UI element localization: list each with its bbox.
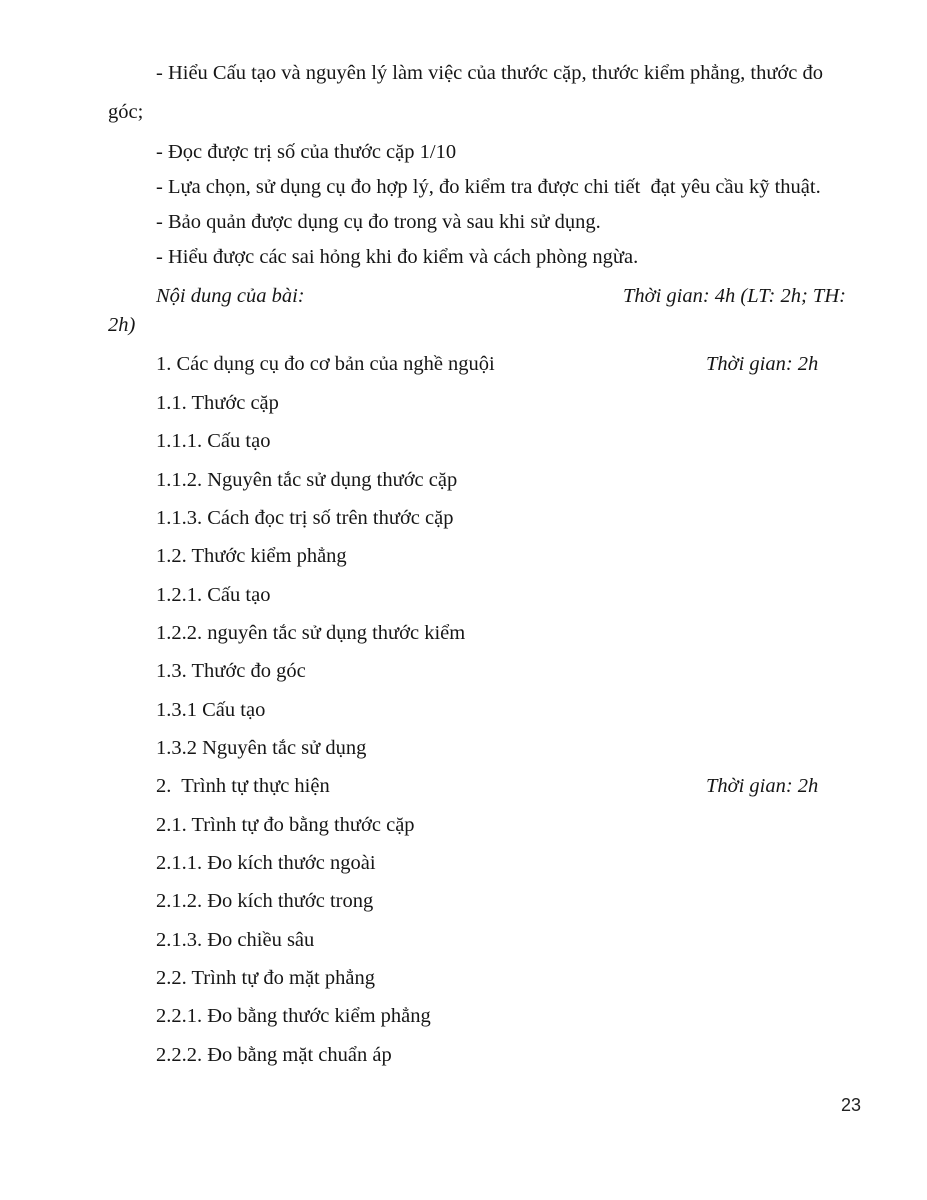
text-line [108, 139, 927, 165]
text-line [108, 467, 927, 493]
text-line-content: 2h) [108, 314, 136, 336]
text-line-content: - Bảo quản được dụng cụ đo trong và sau khi sử dụng. [156, 211, 601, 233]
text-line-content: 1.1.2. Nguyên tắc sử dụng thước cặp [156, 469, 458, 491]
time-label: Thời gian: 4h (LT: 2h; TH: [623, 285, 846, 307]
text-line-content: 1.2.1. Cấu tạo [156, 584, 271, 606]
text-line-content: 2.1.3. Đo chiều sâu [156, 929, 315, 951]
text-line [108, 888, 927, 914]
text-line-content: 1.1.1. Cấu tạo [156, 430, 271, 452]
text-line-content: 1.2. Thước kiểm phẳng [156, 545, 347, 567]
text-line [108, 735, 927, 761]
text-line [108, 174, 927, 200]
text-line [108, 620, 927, 646]
text-line [108, 99, 908, 125]
text-line [108, 812, 927, 838]
page-number: 23 [841, 1095, 862, 1115]
text-line-content: 2.2.2. Đo bằng mặt chuẩn áp [156, 1044, 392, 1066]
time-label: Thời gian: 2h [706, 353, 819, 375]
text-line-content: 1. Các dụng cụ đo cơ bản của nghề nguội [156, 353, 495, 375]
text-line-content: - Hiểu được các sai hỏng khi đo kiểm và cách phòng ngừa. [156, 246, 639, 268]
text-line-content: 1.3.1 Cấu tạo [156, 699, 266, 721]
text-line [108, 1003, 927, 1029]
text-line [108, 390, 927, 416]
text-line-content: 1.2.2. nguyên tắc sử dụng thước kiểm [156, 622, 466, 644]
text-line-content: 1.1.3. Cách đọc trị số trên thước cặp [156, 507, 454, 529]
text-line [108, 351, 927, 377]
text-line [108, 927, 927, 953]
text-line-content: - Hiểu Cấu tạo và nguyên lý làm việc của thước cặp, thước kiểm phẳng, thước đo [156, 62, 823, 84]
text-line-content: 2.1.2. Đo kích thước trong [156, 890, 374, 912]
text-line [108, 283, 927, 309]
text-line [108, 658, 927, 684]
text-line-content: 1.3.2 Nguyên tắc sử dụng [156, 737, 367, 759]
text-line [108, 697, 927, 723]
text-line [108, 850, 927, 876]
text-line-content: 2.1.1. Đo kích thước ngoài [156, 852, 376, 874]
text-line [108, 1042, 927, 1068]
text-line [108, 773, 927, 799]
text-line [108, 312, 908, 338]
text-line-content: - Đọc được trị số của thước cặp 1/10 [156, 141, 457, 163]
text-line-content: Nội dung của bài: [156, 285, 305, 307]
text-line-content: 2.2.1. Đo bằng thước kiểm phẳng [156, 1005, 431, 1027]
text-line-content: 2.1. Trình tự đo bằng thước cặp [156, 814, 415, 836]
text-line [108, 965, 927, 991]
text-line [108, 582, 927, 608]
text-line-content: 2.2. Trình tự đo mặt phẳng [156, 967, 375, 989]
text-line [108, 505, 927, 531]
text-line [108, 244, 927, 270]
text-line [108, 543, 927, 569]
text-line [108, 428, 927, 454]
text-line [108, 209, 927, 235]
text-line-content: - Lựa chọn, sử dụng cụ đo hợp lý, đo kiểm tra được chi tiết đạt yêu cầu kỹ thuật. [156, 176, 821, 198]
text-line-content: góc; [108, 101, 144, 123]
text-line-content: 2. Trình tự thực hiện [156, 775, 330, 797]
time-label: Thời gian: 2h [706, 775, 819, 797]
text-line-content: 1.3. Thước đo góc [156, 660, 306, 682]
text-line-content: 1.1. Thước cặp [156, 392, 279, 414]
text-line [108, 60, 927, 86]
